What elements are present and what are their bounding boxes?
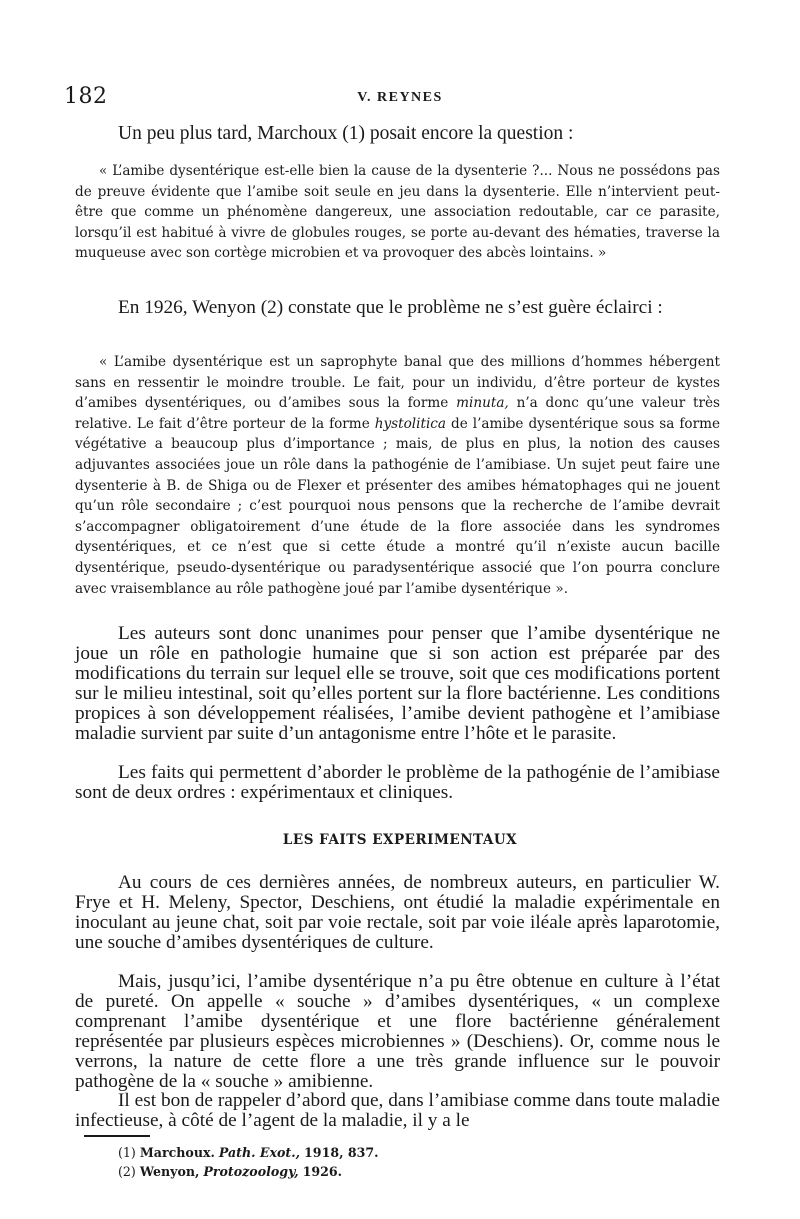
- wenyon-quote: [75, 352, 720, 599]
- footnote-detail: 1926.: [302, 1164, 343, 1179]
- footnote-detail: 1918, 837.: [304, 1145, 379, 1160]
- footnote-mark: (1): [118, 1145, 136, 1160]
- footnote-mark: (2): [118, 1164, 136, 1179]
- wenyon-quote-part1: « L’amibe dysentérique est un saprophyte banal que des millions d’hommes hébergent sans en ressentir le moindre trouble. Le fait, pour un individu, d’être porteur de kystes d’amibes dysentériques, ou d’amibes sous la forme: [75, 354, 720, 412]
- footnote-rule: [84, 1135, 150, 1137]
- paragraph-mais: Mais, jusqu’ici, l’amibe dysentérique n’a pu être obtenue en culture à l’état de pureté. On appelle « souche » d’amibes dysentériques, « un complexe comprenant l’amibe dysentérique et une flore bactérienne généralement représentée par plusieurs espèces microbiennes » (Deschiens). Or, comme nous le verrons, la nature de cette flore a une très grande influence sur le pouvoir pathogène de la « souche » amibienne.: [75, 971, 720, 1092]
- running-head: V. REYNES: [357, 90, 443, 105]
- marchoux-quote: « L’amibe dysentérique est-elle bien la cause de la dysenterie ?... Nous ne possédons pas de preuve évidente que l’amibe soit seule en jeu dans la dysenterie. Elle n’intervient peut-être que comme un phénomène dangereux, une association redoutable, car ce parasite, lorsqu’il est habitué à vivre de globules rouges, se porte au-devant des hématies, traverse la muqueuse avec son cortège microbien et va provoquer des abcès lointains. »: [75, 163, 720, 262]
- footnote-source: Path. Exot.,: [218, 1145, 301, 1160]
- footnote-1: [118, 1145, 379, 1160]
- paragraph-faits: Les faits qui permettent d’aborder le problème de la pathogénie de l’amibiase sont de deux ordres : expérimentaux et cliniques.: [75, 762, 720, 803]
- footnote-2: [118, 1164, 342, 1179]
- paragraph-il-est: Il est bon de rappeler d’abord que, dans l’amibiase comme dans toute maladie infectieuse, à côté de l’agent de la maladie, il y a le: [75, 1090, 720, 1131]
- section-heading: LES FAITS EXPERIMENTAUX: [282, 832, 518, 848]
- paragraph-auteurs: Les auteurs sont donc unanimes pour penser que l’amibe dysentérique ne joue un rôle en pathologie humaine que si son action est préparée par des modifications du terrain sur lequel elle se trouve, soit que ces modifications portent sur le milieu intestinal, soit qu’elles portent sur la flore bactérienne. Les conditions propices à son développement réalisées, l’amibe devient pathogène et l’amibiase maladie survient par suite d’un antagonisme entre l’hôte et le parasite.: [75, 623, 720, 744]
- wenyon-quote-part2: n’a donc qu’une valeur très relative. Le fait d’être porteur de la forme: [75, 395, 720, 432]
- intro-line: Un peu plus tard, Marchoux (1) posait encore la question :: [118, 123, 574, 144]
- footnote-author: Marchoux.: [139, 1145, 215, 1160]
- footnote-author: Wenyon,: [139, 1164, 200, 1179]
- footnote-source: Protozoology,: [203, 1164, 299, 1179]
- paragraph-cours: Au cours de ces dernières années, de nombreux auteurs, en particulier W. Frye et H. Meleny, Spector, Deschiens, ont étudié la maladie expérimentale en inoculant au jeune chat, soit par voie rectale, soit par voie iléale après laparotomie, une souche d’amibes dysentériques de culture.: [75, 872, 720, 953]
- wenyon-quote-part3: de l’amibe dysentérique sous sa forme végétative a beaucoup plus d’importance ; mais, de plus en plus, la notion des causes adjuvantes associées joue un rôle dans la pathogénie de l’amibiase. Un sujet peut faire une dysenterie à B. de Shiga ou de Flexer et présenter des amibes hématophages qui ne jouent qu’un rôle secondaire ; c’est pourquoi nous pensons que la recherche de l’amibe devrait s’accompagner obligatoirement d’une étude de la flore associée dans les syndromes dysentériques, et ce n’est que si cette étude a montré qu’il n’existe aucun bacille dysentérique, pseudo-dysentérique ou paradysentérique associé que l’on pourra conclure avec vraisemblance au rôle pathogène joué par l’amibe dysentérique ».: [75, 415, 721, 597]
- hystolitica-term: hystolitica: [374, 415, 447, 432]
- wenyon-intro: En 1926, Wenyon (2) constate que le problème ne s’est guère éclairci :: [118, 297, 663, 318]
- minuta-term: minuta,: [456, 395, 509, 412]
- page-number: 182: [64, 84, 108, 109]
